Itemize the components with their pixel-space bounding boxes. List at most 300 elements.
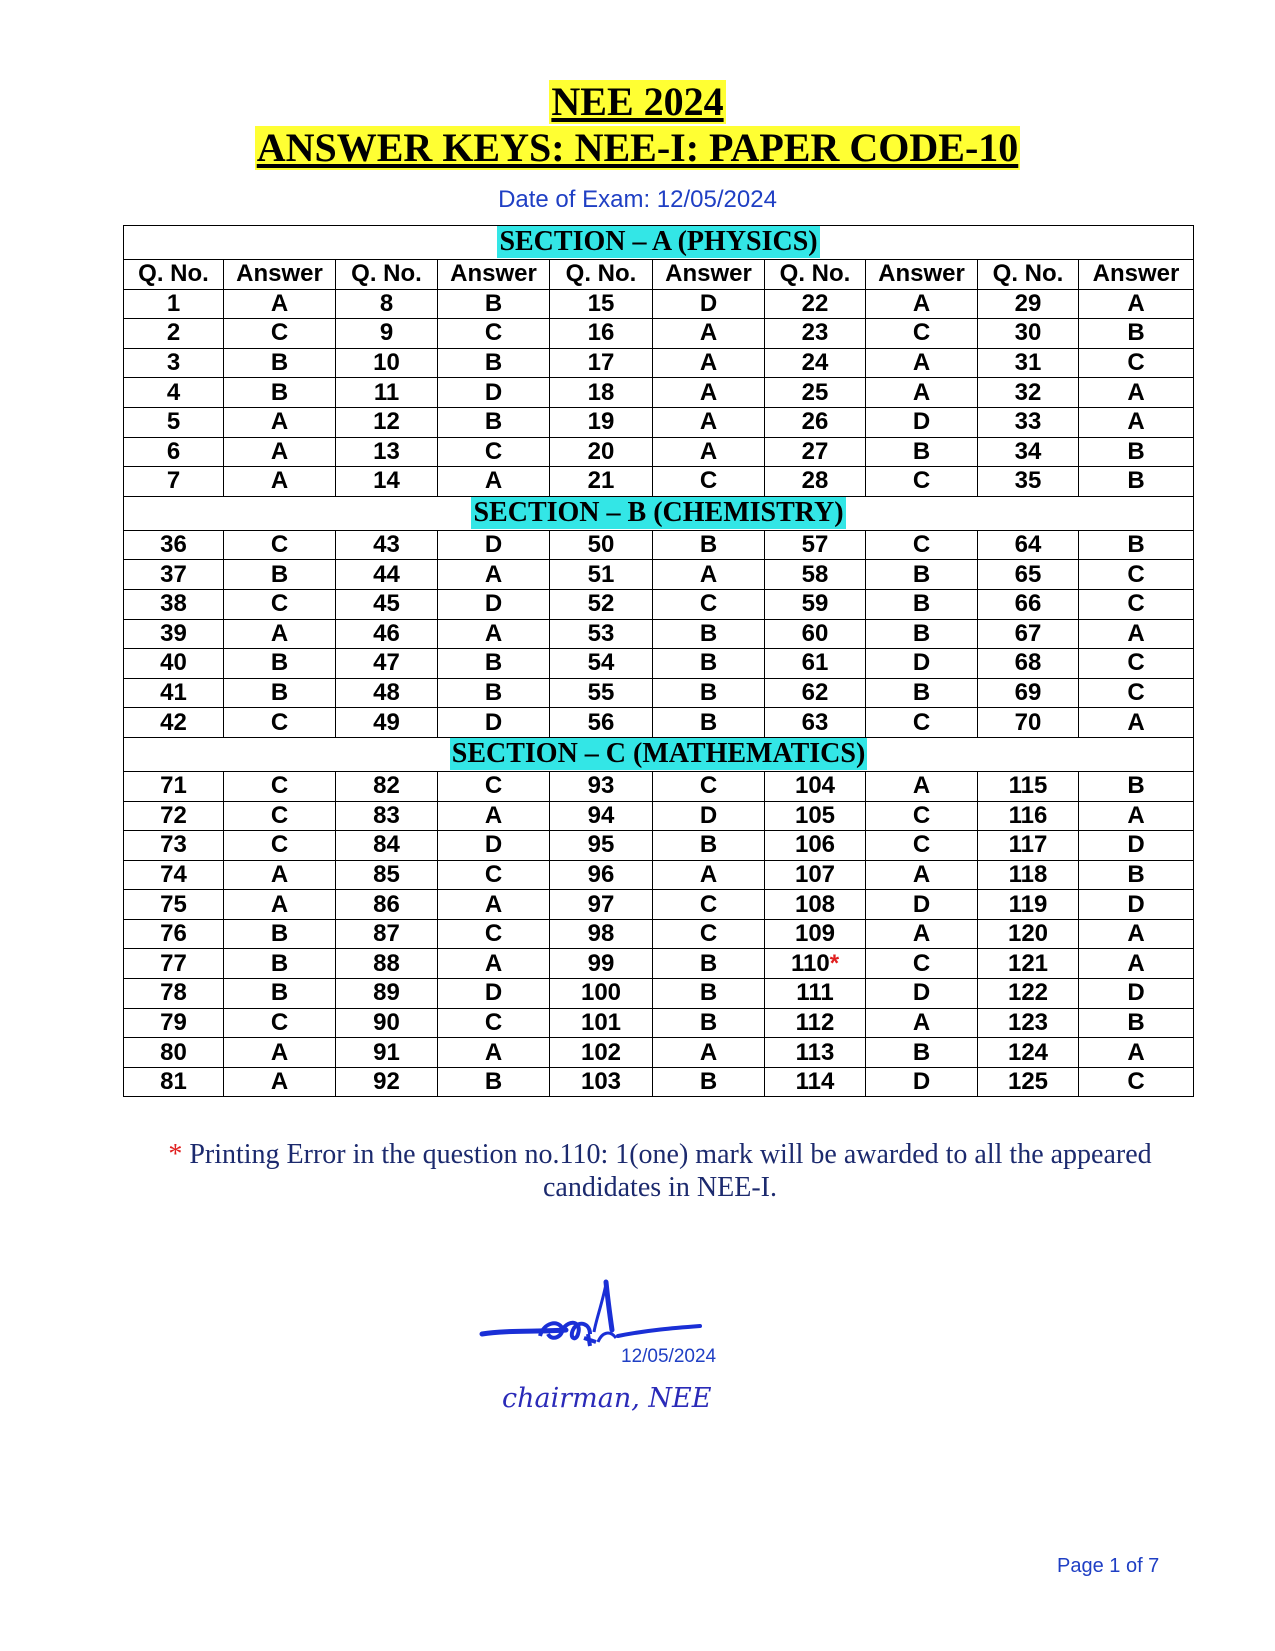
question-number-cell: 32 (978, 378, 1079, 408)
answer-cell: C (653, 467, 765, 497)
section-title: SECTION – B (CHEMISTRY) (473, 496, 844, 528)
answer-cell: C (1079, 1067, 1194, 1097)
answer-cell: A (866, 860, 978, 890)
answer-cell: B (224, 919, 336, 949)
question-number-cell: 41 (124, 678, 224, 708)
question-number-cell: 24 (765, 348, 866, 378)
answer-cell: B (438, 289, 550, 319)
column-header-answer: Answer (224, 260, 336, 290)
question-number-cell: 49 (336, 708, 438, 738)
answer-cell: B (1079, 1008, 1194, 1038)
question-number-cell: 119 (978, 890, 1079, 920)
question-number-cell: 67 (978, 619, 1079, 649)
answer-cell: D (1079, 831, 1194, 861)
question-number-cell: 93 (550, 771, 653, 801)
answer-cell: D (438, 589, 550, 619)
question-number-cell: 14 (336, 467, 438, 497)
question-number-cell: 118 (978, 860, 1079, 890)
question-number-cell: 78 (124, 979, 224, 1009)
question-number-cell: 64 (978, 530, 1079, 560)
question-number-cell: 70 (978, 708, 1079, 738)
answer-cell: B (653, 708, 765, 738)
question-number-cell: 62 (765, 678, 866, 708)
question-number-cell: 120 (978, 919, 1079, 949)
question-number-cell: 124 (978, 1038, 1079, 1068)
answer-cell: A (224, 437, 336, 467)
answer-cell: B (1079, 771, 1194, 801)
section-title: SECTION – A (PHYSICS) (499, 226, 818, 257)
answer-cell: A (224, 1067, 336, 1097)
question-number-cell: 22 (765, 289, 866, 319)
answer-cell: A (1079, 407, 1194, 437)
answer-cell: C (866, 467, 978, 497)
question-number-cell: 54 (550, 649, 653, 679)
question-number-cell: 20 (550, 437, 653, 467)
question-number-cell: 28 (765, 467, 866, 497)
title-line-1: NEE 2024 (551, 79, 724, 124)
table-row (124, 289, 1194, 319)
answer-cell: A (1079, 1038, 1194, 1068)
question-number-cell: 95 (550, 831, 653, 861)
question-number-cell: 104 (765, 771, 866, 801)
answer-cell: C (866, 831, 978, 861)
answer-cell: B (653, 979, 765, 1009)
question-number-cell: 10 (336, 348, 438, 378)
document-title (0, 80, 1275, 170)
column-header-qno: Q. No. (336, 260, 438, 290)
question-number-cell: 87 (336, 919, 438, 949)
answer-cell: C (438, 319, 550, 349)
question-number-cell: 11 (336, 378, 438, 408)
question-number-cell: 30 (978, 319, 1079, 349)
answer-cell: C (224, 831, 336, 861)
question-number-cell: 106 (765, 831, 866, 861)
table-row (124, 919, 1194, 949)
question-number-cell: 111 (765, 979, 866, 1009)
answer-cell: D (438, 831, 550, 861)
signature-date: 12/05/2024 (621, 1346, 717, 1367)
answer-cell: C (866, 801, 978, 831)
section-header-cell (124, 737, 1194, 771)
answer-cell: C (438, 919, 550, 949)
question-number-cell: 9 (336, 319, 438, 349)
answer-cell: A (653, 348, 765, 378)
question-number-cell: 23 (765, 319, 866, 349)
question-number-cell: 59 (765, 589, 866, 619)
column-header-qno: Q. No. (550, 260, 653, 290)
answer-cell: B (653, 619, 765, 649)
question-number-cell: 51 (550, 560, 653, 590)
question-number-cell: 15 (550, 289, 653, 319)
table-row (124, 979, 1194, 1009)
answer-cell: B (224, 949, 336, 979)
question-number-cell: 35 (978, 467, 1079, 497)
title-line-2: ANSWER KEYS: NEE-I: PAPER CODE-10 (256, 125, 1019, 170)
question-number-cell: 63 (765, 708, 866, 738)
question-number-cell: 46 (336, 619, 438, 649)
question-number-cell: 39 (124, 619, 224, 649)
question-number-cell: 5 (124, 407, 224, 437)
answer-cell: C (438, 771, 550, 801)
answer-cell: A (653, 407, 765, 437)
table-row (124, 1008, 1194, 1038)
answer-cell: A (1079, 378, 1194, 408)
section-header-row (124, 226, 1194, 260)
question-number-cell: 66 (978, 589, 1079, 619)
answer-cell: A (438, 619, 550, 649)
answer-cell: B (653, 649, 765, 679)
answer-cell: A (438, 890, 550, 920)
question-number-cell: 103 (550, 1067, 653, 1097)
question-number-cell: 52 (550, 589, 653, 619)
question-number-cell: 29 (978, 289, 1079, 319)
question-number-cell: 92 (336, 1067, 438, 1097)
question-number-cell: 19 (550, 407, 653, 437)
answer-cell: B (438, 348, 550, 378)
answer-cell: B (653, 1008, 765, 1038)
column-header-answer: Answer (438, 260, 550, 290)
question-number-cell: 123 (978, 1008, 1079, 1038)
answer-cell: C (224, 801, 336, 831)
answer-cell: C (224, 319, 336, 349)
answer-cell: B (866, 1038, 978, 1068)
question-number-cell: 12 (336, 407, 438, 437)
question-number-cell: 97 (550, 890, 653, 920)
question-number-cell: 100 (550, 979, 653, 1009)
answer-cell: C (1079, 649, 1194, 679)
answer-cell: A (653, 378, 765, 408)
answer-cell: C (1079, 678, 1194, 708)
table-row (124, 348, 1194, 378)
question-number-cell: 61 (765, 649, 866, 679)
answer-cell: D (653, 289, 765, 319)
answer-cell: A (653, 319, 765, 349)
question-number-cell: 57 (765, 530, 866, 560)
question-number-cell: 4 (124, 378, 224, 408)
answer-cell: A (866, 1008, 978, 1038)
question-number-cell: 112 (765, 1008, 866, 1038)
question-number-cell: 1 (124, 289, 224, 319)
table-row (124, 1067, 1194, 1097)
question-number-cell: 113 (765, 1038, 866, 1068)
answer-cell: B (1079, 319, 1194, 349)
question-number-cell: 48 (336, 678, 438, 708)
question-number-cell: 80 (124, 1038, 224, 1068)
answer-key-table (123, 225, 1194, 1097)
answer-cell: B (1079, 467, 1194, 497)
answer-cell: A (866, 919, 978, 949)
note-text: Printing Error in the question no.110: 1(one) mark will be awarded to all the appeared candidates in NEE-I. (182, 1139, 1152, 1203)
question-number-cell: 50 (550, 530, 653, 560)
answer-cell: A (224, 619, 336, 649)
table-row (124, 1038, 1194, 1068)
answer-cell: B (224, 649, 336, 679)
question-number-cell: 77 (124, 949, 224, 979)
answer-cell: A (653, 437, 765, 467)
question-number-cell: 3 (124, 348, 224, 378)
question-number-cell: 6 (124, 437, 224, 467)
table-row (124, 678, 1194, 708)
question-number-cell: 101 (550, 1008, 653, 1038)
question-number-cell: 31 (978, 348, 1079, 378)
question-number-cell: 82 (336, 771, 438, 801)
question-number-cell: 71 (124, 771, 224, 801)
answer-cell: A (866, 378, 978, 408)
answer-cell: B (866, 619, 978, 649)
question-number-cell: 96 (550, 860, 653, 890)
table-row (124, 619, 1194, 649)
question-number-cell: 13 (336, 437, 438, 467)
question-number-cell: 56 (550, 708, 653, 738)
answer-cell: C (224, 708, 336, 738)
question-number-cell: 37 (124, 560, 224, 590)
answer-cell: D (438, 708, 550, 738)
answer-cell: D (438, 530, 550, 560)
question-number-cell: 102 (550, 1038, 653, 1068)
answer-cell: B (653, 949, 765, 979)
question-number-cell: 99 (550, 949, 653, 979)
section-header-row (124, 737, 1194, 771)
question-number-cell: 43 (336, 530, 438, 560)
table-row (124, 771, 1194, 801)
question-number-cell: 53 (550, 619, 653, 649)
asterisk-marker: * (168, 1139, 183, 1170)
answer-cell: C (224, 1008, 336, 1038)
question-number-cell: 125 (978, 1067, 1079, 1097)
answer-cell: D (866, 979, 978, 1009)
question-number-cell: 108 (765, 890, 866, 920)
question-number-cell: 75 (124, 890, 224, 920)
answer-cell: B (653, 678, 765, 708)
answer-cell: B (653, 1067, 765, 1097)
question-number-cell: 44 (336, 560, 438, 590)
answer-cell: D (866, 890, 978, 920)
answer-cell: D (1079, 979, 1194, 1009)
answer-cell: A (1079, 919, 1194, 949)
table-row (124, 890, 1194, 920)
answer-cell: B (1079, 530, 1194, 560)
table-row (124, 860, 1194, 890)
answer-cell: C (1079, 560, 1194, 590)
answer-cell: C (866, 530, 978, 560)
question-number-cell: 86 (336, 890, 438, 920)
answer-cell: C (438, 860, 550, 890)
answer-cell: B (224, 979, 336, 1009)
answer-cell: C (866, 319, 978, 349)
column-header-qno: Q. No. (765, 260, 866, 290)
table-row (124, 407, 1194, 437)
question-number-cell: 116 (978, 801, 1079, 831)
answer-cell: A (1079, 708, 1194, 738)
answer-cell: A (866, 289, 978, 319)
answer-cell: C (224, 771, 336, 801)
asterisk-marker: * (829, 949, 840, 977)
answer-cell: B (866, 560, 978, 590)
question-number-cell: 115 (978, 771, 1079, 801)
answer-cell: D (438, 378, 550, 408)
answer-cell: A (653, 860, 765, 890)
question-number-cell: 105 (765, 801, 866, 831)
question-number-cell: 74 (124, 860, 224, 890)
question-number-cell: 27 (765, 437, 866, 467)
answer-cell: A (1079, 949, 1194, 979)
question-number-cell: 55 (550, 678, 653, 708)
answer-cell: A (224, 890, 336, 920)
question-number-cell: 68 (978, 649, 1079, 679)
question-number-cell: 83 (336, 801, 438, 831)
question-number-cell: 26 (765, 407, 866, 437)
question-number-cell: 38 (124, 589, 224, 619)
column-header-qno: Q. No. (978, 260, 1079, 290)
question-number-cell: 8 (336, 289, 438, 319)
question-number-cell: 88 (336, 949, 438, 979)
answer-cell: A (438, 467, 550, 497)
answer-cell: A (438, 801, 550, 831)
answer-cell: C (653, 919, 765, 949)
table-row (124, 319, 1194, 349)
answer-cell: C (438, 437, 550, 467)
answer-cell: B (224, 678, 336, 708)
answer-cell: B (866, 678, 978, 708)
column-header-qno: Q. No. (124, 260, 224, 290)
column-header-answer: Answer (653, 260, 765, 290)
question-number-cell: 122 (978, 979, 1079, 1009)
question-number-cell: 65 (978, 560, 1079, 590)
answer-cell: B (653, 831, 765, 861)
question-number-cell: 89 (336, 979, 438, 1009)
answer-cell: C (1079, 348, 1194, 378)
question-number-cell: 40 (124, 649, 224, 679)
answer-cell: B (438, 407, 550, 437)
answer-cell: A (1079, 801, 1194, 831)
answer-cell: A (866, 348, 978, 378)
question-number-cell: 85 (336, 860, 438, 890)
question-number-cell: 90 (336, 1008, 438, 1038)
table-row (124, 589, 1194, 619)
answer-cell: A (438, 560, 550, 590)
answer-cell: A (224, 407, 336, 437)
question-number-cell: 109 (765, 919, 866, 949)
table-row (124, 708, 1194, 738)
answer-cell: A (653, 560, 765, 590)
question-number-cell: 110* (765, 949, 866, 979)
question-number-cell: 18 (550, 378, 653, 408)
answer-cell: D (1079, 890, 1194, 920)
answer-cell: C (653, 890, 765, 920)
question-number-cell: 25 (765, 378, 866, 408)
answer-cell: C (653, 771, 765, 801)
question-number-cell: 45 (336, 589, 438, 619)
question-number-cell: 98 (550, 919, 653, 949)
question-number-cell: 60 (765, 619, 866, 649)
answer-cell: C (224, 589, 336, 619)
table-row (124, 801, 1194, 831)
question-number-cell: 42 (124, 708, 224, 738)
table-row (124, 649, 1194, 679)
question-number-cell: 72 (124, 801, 224, 831)
question-number-cell: 107 (765, 860, 866, 890)
question-number-cell: 58 (765, 560, 866, 590)
section-title: SECTION – C (MATHEMATICS) (451, 737, 866, 769)
answer-cell: A (224, 467, 336, 497)
page-number: Page 1 of 7 (1057, 1555, 1160, 1577)
answer-cell: C (866, 708, 978, 738)
printing-error-note (140, 1138, 1180, 1204)
answer-cell: B (224, 378, 336, 408)
answer-cell: B (1079, 860, 1194, 890)
question-number-cell: 33 (978, 407, 1079, 437)
answer-cell: A (653, 1038, 765, 1068)
table-row (124, 949, 1194, 979)
question-number-cell: 69 (978, 678, 1079, 708)
answer-cell: C (653, 589, 765, 619)
section-header-cell (124, 496, 1194, 530)
answer-cell: B (438, 678, 550, 708)
answer-cell: D (438, 979, 550, 1009)
section-header-cell (124, 226, 1194, 260)
question-number-cell: 47 (336, 649, 438, 679)
answer-cell: A (224, 1038, 336, 1068)
answer-cell: B (866, 589, 978, 619)
question-number-cell: 73 (124, 831, 224, 861)
question-number-cell: 7 (124, 467, 224, 497)
question-number-cell: 84 (336, 831, 438, 861)
column-header-row (124, 260, 1194, 290)
table-row (124, 437, 1194, 467)
question-number-cell: 16 (550, 319, 653, 349)
question-number-cell: 21 (550, 467, 653, 497)
table-row (124, 378, 1194, 408)
answer-cell: B (866, 437, 978, 467)
answer-cell: A (224, 289, 336, 319)
answer-cell: A (1079, 289, 1194, 319)
answer-cell: D (653, 801, 765, 831)
answer-cell: B (438, 1067, 550, 1097)
column-header-answer: Answer (1079, 260, 1194, 290)
table-row (124, 530, 1194, 560)
answer-cell: B (1079, 437, 1194, 467)
question-number-cell: 91 (336, 1038, 438, 1068)
answer-cell: C (438, 1008, 550, 1038)
question-number-cell: 114 (765, 1067, 866, 1097)
answer-cell: A (224, 860, 336, 890)
question-number-cell: 121 (978, 949, 1079, 979)
question-number-cell: 76 (124, 919, 224, 949)
answer-cell: C (224, 530, 336, 560)
answer-cell: B (438, 649, 550, 679)
question-number-cell: 2 (124, 319, 224, 349)
signature-role: chairman, NEE (502, 1383, 712, 1414)
answer-cell: D (866, 649, 978, 679)
answer-cell: A (438, 1038, 550, 1068)
answer-cell: A (438, 949, 550, 979)
table-row (124, 467, 1194, 497)
question-number-cell: 17 (550, 348, 653, 378)
answer-cell: C (866, 949, 978, 979)
section-header-row (124, 496, 1194, 530)
answer-cell: A (1079, 619, 1194, 649)
question-number-cell: 79 (124, 1008, 224, 1038)
table-row (124, 560, 1194, 590)
table-row (124, 831, 1194, 861)
answer-cell: A (866, 771, 978, 801)
question-number-cell: 36 (124, 530, 224, 560)
answer-cell: D (866, 1067, 978, 1097)
question-number-cell: 94 (550, 801, 653, 831)
column-header-answer: Answer (866, 260, 978, 290)
answer-cell: C (1079, 589, 1194, 619)
answer-cell: B (224, 348, 336, 378)
